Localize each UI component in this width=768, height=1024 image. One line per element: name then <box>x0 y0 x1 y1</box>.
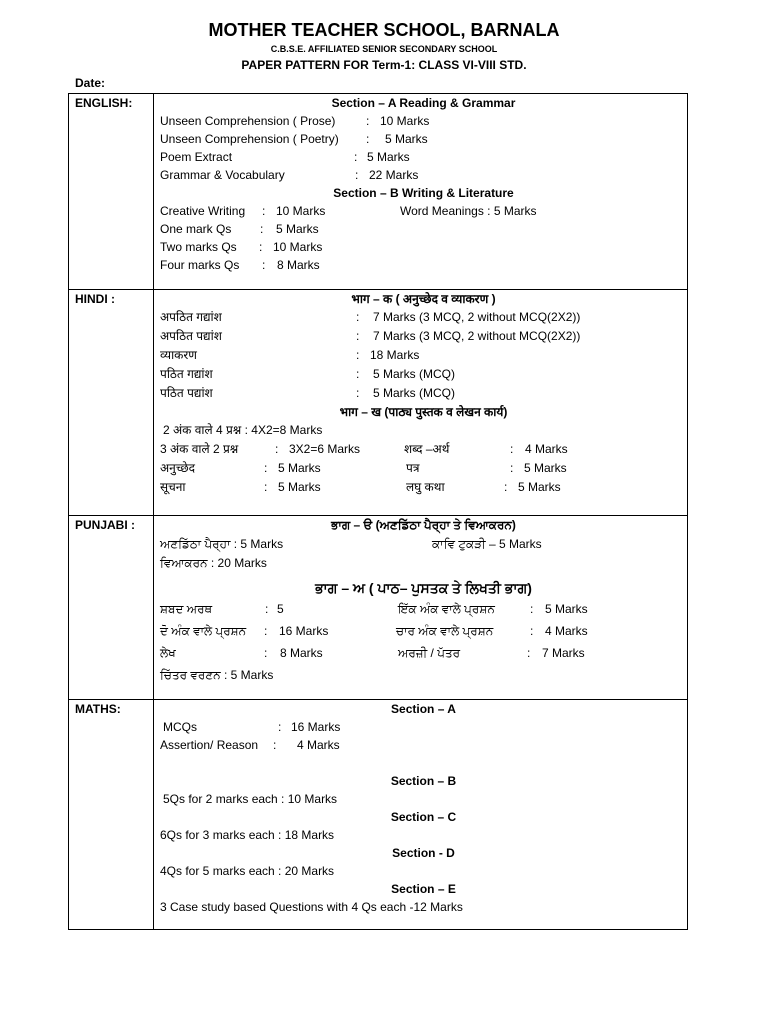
maths-section-c: Section – C <box>390 810 457 824</box>
punjabi-item: ਸ਼ਬਦ ਅਰਥ : 5 ਇੱਕ ਅੰਕ ਵਾਲੇ ਪ੍ਰਸ਼ਨ : 5 Marks <box>160 602 588 616</box>
hindi-ka-item: अपठित पद्यांश : 7 Marks (3 MCQ, 2 without MCQ(2X2)) <box>160 329 581 343</box>
hindi-ka-item: पठित गद्यांश : 5 Marks (MCQ) <box>160 367 455 381</box>
maths-b-item: 5Qs for 2 marks each : 10 Marks <box>163 792 338 806</box>
english-b-item: Two marks Qs : 10 Marks <box>160 240 323 254</box>
hindi-section-kha: भाग – ख (पाठ्य पुस्तक व लेखन कार्य) <box>339 405 508 419</box>
pattern-table <box>68 93 688 930</box>
punjabi-item: ਚਿੱਤਰ ਵਰਣਨ : 5 Marks <box>160 668 274 682</box>
english-content <box>154 94 688 290</box>
hindi-kha-item: सूचना : 5 Marks लघु कथा : 5 Marks <box>160 480 561 494</box>
date-label: Date: <box>75 76 106 90</box>
hindi-content <box>154 290 688 516</box>
punjabi-item: ਲੇਖ : 8 Marks ਅਰਜ਼ੀ / ਪੱਤਰ : 7 Marks <box>160 646 585 660</box>
punjabi-item: ਦੋ ਅੰਕ ਵਾਲੇ ਪ੍ਰਸ਼ਨ : 16 Marks ਚਾਰ ਅੰਕ ਵਾਲੇ ਪ੍ਰਸ਼ਨ : 4 Marks <box>160 624 588 638</box>
paper-pattern-heading: PAPER PATTERN FOR Term-1: CLASS VI-VIII STD. <box>241 58 527 72</box>
english-subject: ENGLISH: <box>69 94 154 290</box>
maths-d-item: 4Qs for 5 marks each : 20 Marks <box>160 864 335 878</box>
maths-section-e: Section – E <box>391 882 456 896</box>
english-b-item: Four marks Qs : 8 Marks <box>160 258 320 272</box>
english-section-b: Section – B Writing & Literature <box>333 186 514 200</box>
hindi-kha-item: 2 अंक वाले 4 प्रश्न : 4X2=8 Marks <box>163 423 323 437</box>
maths-c-item: 6Qs for 3 marks each : 18 Marks <box>160 828 335 842</box>
punjabi-section-a: ਭਾਗ – ੳ (ਅਣਡਿੱਠਾ ਪੈਰ੍ਹਾ ਤੇ ਵਿਆਕਰਨ) <box>331 518 516 532</box>
punjabi-content <box>154 516 688 700</box>
school-name: MOTHER TEACHER SCHOOL, BARNALA <box>208 20 560 40</box>
maths-a-item: MCQs : 16 Marks <box>163 720 341 734</box>
english-a-item: Poem Extract : 5 Marks <box>160 150 410 164</box>
english-section-a: Section – A Reading & Grammar <box>331 96 516 110</box>
english-row <box>69 94 688 290</box>
maths-subject: MATHS: <box>69 700 154 930</box>
hindi-row <box>69 290 688 516</box>
english-a-item: Unseen Comprehension ( Prose) : 10 Marks <box>160 114 430 128</box>
hindi-ka-item: अपठित गद्यांश : 7 Marks (3 MCQ, 2 without MCQ(2X2)) <box>160 310 581 324</box>
maths-section-b: Section – B <box>390 774 457 788</box>
english-b-item: One mark Qs : 5 Marks <box>160 222 319 236</box>
hindi-kha-item: 3 अंक वाले 2 प्रश्न : 3X2=6 Marks शब्द –अर्थ : 4 Marks <box>160 442 568 456</box>
maths-row <box>69 700 688 930</box>
maths-section-a: Section – A <box>391 702 456 716</box>
affiliation-text: C.B.S.E. AFFILIATED SENIOR SECONDARY SCHOOL <box>270 44 498 54</box>
maths-content <box>154 700 688 930</box>
punjabi-item: ਵਿਆਕਰਨ : 20 Marks <box>160 556 267 570</box>
hindi-subject: HINDI : <box>69 290 154 516</box>
maths-e-item: 3 Case study based Questions with 4 Qs each -12 Marks <box>160 900 463 914</box>
hindi-ka-item: व्याकरण : 18 Marks <box>160 348 420 362</box>
hindi-ka-item: पठित पद्यांश : 5 Marks (MCQ) <box>160 386 455 400</box>
english-a-item: Unseen Comprehension ( Poetry) : 5 Marks <box>160 132 428 146</box>
english-a-item: Grammar & Vocabulary : 22 Marks <box>160 168 419 182</box>
punjabi-section-b: ਭਾਗ – ਅ ( ਪਾਠ– ਪੁਸਤਕ ਤੇ ਲਿਖਤੀ ਭਾਗ) <box>315 580 532 596</box>
hindi-kha-item: अनुच्छेद : 5 Marks पत्र : 5 Marks <box>160 461 567 475</box>
punjabi-subject: PUNJABI : <box>69 516 154 700</box>
hindi-section-ka: भाग – क ( अनुच्छेद व व्याकरण ) <box>351 292 496 306</box>
english-b-item: Creative Writing : 10 Marks Word Meanings : 5 Marks <box>160 204 537 218</box>
maths-a-item: Assertion/ Reason : 4 Marks <box>160 738 340 752</box>
punjabi-item: ਅਣਡਿੱਠਾ ਪੈਰ੍ਹਾ : 5 Marks ਕਾਵਿ ਟੁਕੜੀ – 5 Marks <box>160 537 542 551</box>
word-meanings: Word Meanings : 5 Marks <box>400 204 537 218</box>
punjabi-row <box>69 516 688 700</box>
maths-section-d: Section - D <box>392 846 455 860</box>
